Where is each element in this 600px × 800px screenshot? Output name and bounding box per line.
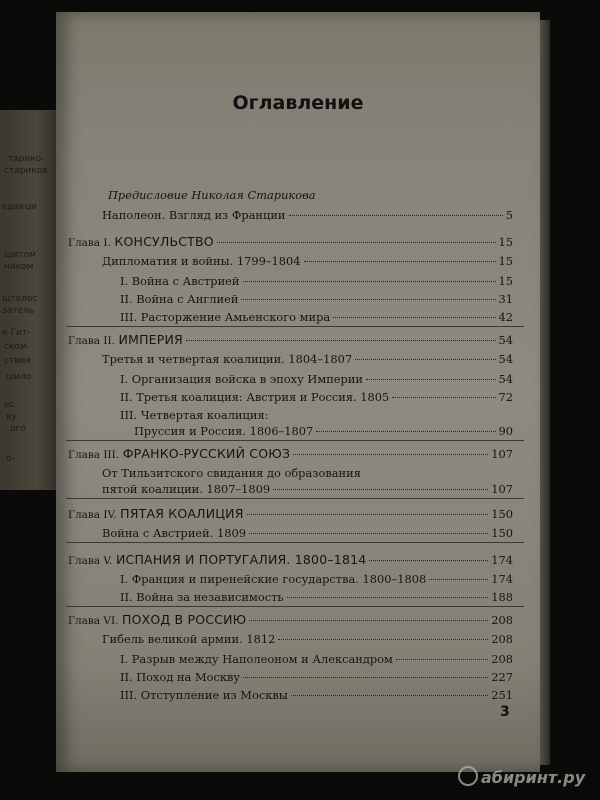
toc-entry-label: II. Третья коалиция: Австрия и Россия. 1805 <box>120 390 390 404</box>
chapter-name: КОНСУЛЬСТВО <box>114 234 214 249</box>
leader-dots <box>247 513 489 515</box>
divider <box>66 498 524 499</box>
toc-section <box>102 482 513 496</box>
labyrinth-logo-icon <box>458 766 478 786</box>
toc-subsection <box>120 292 513 306</box>
facing-page-text: щтелос <box>2 294 38 304</box>
toc-subsection <box>120 274 513 288</box>
leader-dots <box>333 316 495 318</box>
toc-page-number: 107 <box>491 447 513 461</box>
toc-entry-label: III. Отступление из Москвы <box>120 688 288 702</box>
page-title: Оглавление <box>232 92 364 114</box>
toc-entry-label: Война с Австрией. 1809 <box>102 526 246 540</box>
facing-page-text: ствия <box>4 356 31 366</box>
toc-chapter-6 <box>68 612 513 627</box>
leader-dots <box>241 298 495 300</box>
toc-chapter-4 <box>68 506 513 521</box>
chapter-number: Глава VI. <box>68 615 119 627</box>
toc-page-number: 54 <box>498 372 513 386</box>
toc-page-number: 15 <box>498 235 513 249</box>
leader-dots <box>186 339 496 341</box>
toc-page-number: 15 <box>498 274 513 288</box>
facing-page-text: щитом <box>4 250 36 260</box>
toc-entry-label: От Тильзитского свидания до образования <box>102 466 361 480</box>
toc-entry-label: III. Четвертая коалиция: <box>120 408 269 422</box>
watermark-text: абиринт.ру <box>481 768 586 787</box>
toc-page-number: 251 <box>491 688 513 702</box>
toc-page-number: 208 <box>491 632 513 646</box>
toc-chapter-label <box>68 612 246 627</box>
chapter-name: ПОХОД В РОССИЮ <box>121 612 247 627</box>
toc-entry-label: III. Расторжение Амьенского мира <box>120 310 331 324</box>
toc-chapter-1 <box>68 234 513 249</box>
toc-entry-label: II. Поход на Москву <box>120 670 241 684</box>
leader-dots <box>289 214 503 216</box>
chapter-name: ПЯТАЯ КОАЛИЦИЯ <box>120 506 244 521</box>
toc-subsection <box>120 670 513 684</box>
toc-page-number: 107 <box>491 482 513 496</box>
facing-page-text: ском- <box>4 342 30 352</box>
toc-page-number: 54 <box>498 333 513 347</box>
toc-page-number: 150 <box>491 526 513 540</box>
toc-entry-label: I. Франция и пиренейские государства. 1800–1808 <box>120 572 427 586</box>
toc-subsection-line1 <box>120 408 513 422</box>
facing-page-text: ником <box>4 262 34 272</box>
toc-page-number: 15 <box>498 254 513 268</box>
leader-dots <box>273 488 488 490</box>
toc-entry-foreword <box>108 188 513 202</box>
facing-page-edge <box>0 110 60 490</box>
toc-section <box>102 352 513 366</box>
toc-entry-label: Гибель великой армии. 1812 <box>102 632 276 646</box>
toc-page-number: 150 <box>491 507 513 521</box>
chapter-number: Глава IV. <box>68 509 117 521</box>
toc-subsection <box>120 688 513 702</box>
toc-subsection <box>134 424 513 438</box>
leader-dots <box>366 378 495 380</box>
leader-dots <box>243 676 488 678</box>
toc-subsection <box>120 390 513 404</box>
leader-dots <box>249 532 488 534</box>
facing-page-text: о- <box>6 454 15 464</box>
toc-entry-label: пятой коалиции. 1807–1809 <box>102 482 271 496</box>
leader-dots <box>369 559 488 561</box>
leader-dots <box>396 658 488 660</box>
leader-dots <box>243 280 496 282</box>
toc-chapter-label <box>68 234 214 249</box>
chapter-number: Глава I. <box>68 237 111 249</box>
leader-dots <box>293 453 488 455</box>
facing-page-text: стариков <box>4 166 48 176</box>
leader-dots <box>429 578 488 580</box>
chapter-name: ИСПАНИЯ И ПОРТУГАЛИЯ. 1800–1814 <box>115 552 367 567</box>
facing-page-text: затель <box>2 306 35 316</box>
toc-chapter-3 <box>68 446 513 461</box>
toc-entry-label: II. Война с Англией <box>120 292 239 306</box>
facing-page-text: ого <box>10 424 26 434</box>
facing-page-text: тарико- <box>8 154 45 164</box>
toc-entry-label: II. Война за независимость <box>120 590 284 604</box>
toc-page-number: 174 <box>491 572 513 586</box>
toc-subsection <box>120 590 513 604</box>
toc-subsection <box>120 310 513 324</box>
toc-page-number: 31 <box>498 292 513 306</box>
facing-page-text: ву <box>6 412 17 422</box>
toc-page-number: 227 <box>491 670 513 684</box>
toc-section <box>102 254 513 268</box>
book-page <box>56 12 540 772</box>
toc-subsection <box>120 652 513 666</box>
toc-entry-label: Дипломатия и войны. 1799–1804 <box>102 254 301 268</box>
facing-page-text: шило <box>6 372 32 382</box>
leader-dots <box>249 619 488 621</box>
chapter-number: Глава II. <box>68 335 116 347</box>
divider <box>66 440 524 441</box>
toc-page-number: 90 <box>498 424 513 438</box>
toc-page-number: 188 <box>491 590 513 604</box>
divider <box>66 542 524 543</box>
divider <box>66 606 524 607</box>
page-number: 3 <box>500 704 510 720</box>
toc-entry-label: I. Организация войска в эпоху Империи <box>120 372 364 386</box>
toc-section-line1 <box>102 466 513 480</box>
toc-chapter-label <box>68 506 244 521</box>
toc-entry-intro <box>102 208 513 222</box>
chapter-number: Глава V. <box>68 555 113 567</box>
chapter-number: Глава III. <box>68 449 120 461</box>
toc-entry-label: Предисловие Николая Старикова <box>108 188 316 202</box>
toc-chapter-5 <box>68 552 513 567</box>
toc-chapter-2 <box>68 332 513 347</box>
toc-entry-label: I. Война с Австрией <box>120 274 240 288</box>
toc-page-number: 208 <box>491 652 513 666</box>
leader-dots <box>287 596 489 598</box>
toc-subsection <box>120 372 513 386</box>
leader-dots <box>217 241 496 243</box>
toc-page-number: 208 <box>491 613 513 627</box>
toc-chapter-label <box>68 446 290 461</box>
toc-entry-label: Наполеон. Взгляд из Франции <box>102 208 286 222</box>
toc-entry-label: Пруссия и Россия. 1806–1807 <box>134 424 314 438</box>
page-stack-edge <box>540 20 550 765</box>
facing-page-text: ес- <box>4 400 18 410</box>
leader-dots <box>355 358 495 360</box>
toc-section <box>102 632 513 646</box>
toc-section <box>102 526 513 540</box>
toc-page-number: 174 <box>491 553 513 567</box>
toc-chapter-label <box>68 552 366 567</box>
facing-page-text: едакци <box>2 202 37 212</box>
chapter-name: ФРАНКО-РУССКИЙ СОЮЗ <box>122 446 291 461</box>
toc-page-number: 42 <box>498 310 513 324</box>
toc-chapter-label <box>68 332 183 347</box>
toc-page-number: 72 <box>498 390 513 404</box>
leader-dots <box>291 694 488 696</box>
leader-dots <box>316 430 495 432</box>
toc-subsection <box>120 572 513 586</box>
leader-dots <box>278 638 488 640</box>
watermark <box>458 766 585 787</box>
toc-entry-label: Третья и четвертая коалиции. 1804–1807 <box>102 352 353 366</box>
toc-page-number: 54 <box>498 352 513 366</box>
toc-entry-label: I. Разрыв между Наполеоном и Александром <box>120 652 393 666</box>
leader-dots <box>304 260 496 262</box>
facing-page-text: е Гит- <box>2 328 31 338</box>
toc-page-number: 5 <box>505 208 513 222</box>
leader-dots <box>392 396 495 398</box>
divider <box>66 326 524 327</box>
chapter-name: ИМПЕРИЯ <box>118 332 183 347</box>
